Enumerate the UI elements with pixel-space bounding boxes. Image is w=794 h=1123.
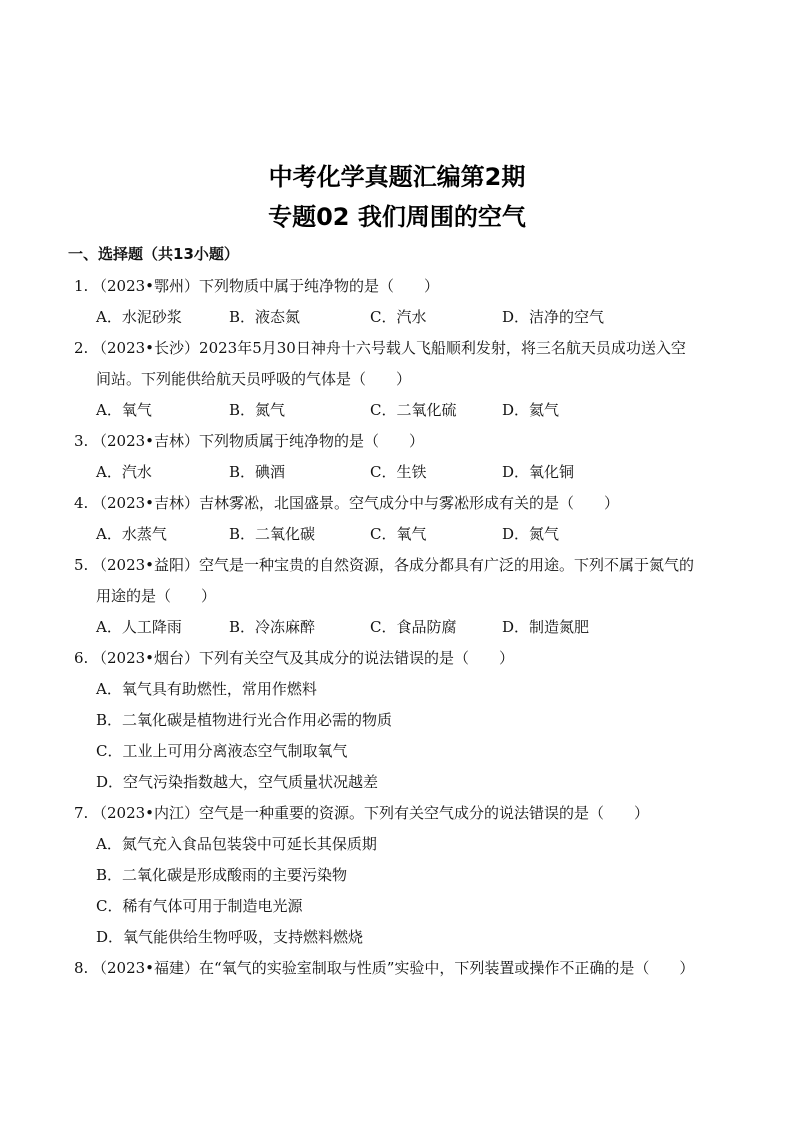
option-a: A．氧气具有助燃性，常用作燃料 xyxy=(96,680,317,698)
option-a: A．水泥砂浆 xyxy=(96,308,182,326)
question-6-option-c xyxy=(0,736,794,767)
option-c: C．生铁 xyxy=(370,463,427,481)
question-number: 1. xyxy=(74,277,89,295)
option-a: A．氮气充入食品包装袋中可延长其保质期 xyxy=(96,835,377,853)
question-7-option-b xyxy=(0,860,794,891)
question-7-option-d xyxy=(0,922,794,953)
question-6-option-d xyxy=(0,767,794,798)
question-8 xyxy=(0,953,794,984)
question-7-option-c xyxy=(0,891,794,922)
question-2 xyxy=(0,333,794,364)
question-number: 2. xyxy=(74,339,89,357)
document-subtitle: 专题02 我们周围的空气 xyxy=(268,203,526,231)
question-3-options xyxy=(0,457,794,488)
option-b: B．氮气 xyxy=(229,401,286,419)
question-number: 4. xyxy=(74,494,89,512)
question-3 xyxy=(0,426,794,457)
option-a: A．水蒸气 xyxy=(96,525,167,543)
question-stem: （2023•益阳）空气是一种宝贵的自然资源，各成分都具有广泛的用途。下列不属于氮气的 xyxy=(92,556,695,574)
option-b: B．碘酒 xyxy=(229,463,286,481)
question-2-options xyxy=(0,395,794,426)
document-title: 中考化学真题汇编第2期 xyxy=(268,163,526,191)
question-stem: （2023•烟台）下列有关空气及其成分的说法错误的是（ ） xyxy=(92,649,515,667)
question-stem: （2023•内江）空气是一种重要的资源。下列有关空气成分的说法错误的是（ ） xyxy=(92,804,650,822)
question-5-continued xyxy=(0,581,794,612)
question-6 xyxy=(0,643,794,674)
option-a: A．人工降雨 xyxy=(96,618,182,636)
question-4-options xyxy=(0,519,794,550)
option-a: A．氧气 xyxy=(96,401,152,419)
question-1 xyxy=(0,271,794,302)
option-b: B．二氧化碳是形成酸雨的主要污染物 xyxy=(96,866,348,884)
question-4 xyxy=(0,488,794,519)
option-d: D．空气污染指数越大，空气质量状况越差 xyxy=(96,773,379,791)
option-d: D．氧化铜 xyxy=(502,463,575,481)
question-stem: （2023•鄂州）下列物质中属于纯净物的是（ ） xyxy=(92,277,440,295)
question-stem: （2023•吉林）下列物质属于纯净物的是（ ） xyxy=(92,432,425,450)
question-2-continued xyxy=(0,364,794,395)
question-stem: （2023•福建）在“氧气的实验室制取与性质”实验中，下列装置或操作不正确的是（ ） xyxy=(92,959,695,977)
option-c: C．二氧化硫 xyxy=(370,401,457,419)
question-stem-continued: 间站。下列能供给航天员呼吸的气体是（ ） xyxy=(96,370,412,388)
question-number: 3. xyxy=(74,432,89,450)
option-d: D．氧气能供给生物呼吸，支持燃料燃烧 xyxy=(96,928,364,946)
question-number: 7. xyxy=(74,804,89,822)
option-d: D．氮气 xyxy=(502,525,560,543)
option-c: C．汽水 xyxy=(370,308,427,326)
question-7-option-a xyxy=(0,829,794,860)
option-a: A．汽水 xyxy=(96,463,152,481)
question-stem-continued: 用途的是（ ） xyxy=(96,587,217,605)
question-list xyxy=(0,271,794,984)
question-number: 8. xyxy=(74,959,89,977)
option-b: B．二氧化碳 xyxy=(229,525,316,543)
option-d: D．氦气 xyxy=(502,401,560,419)
option-d: D．洁净的空气 xyxy=(502,308,605,326)
option-b: B．二氧化碳是植物进行光合作用必需的物质 xyxy=(96,711,393,729)
option-d: D．制造氮肥 xyxy=(502,618,590,636)
question-number: 5. xyxy=(74,556,89,574)
question-5-options xyxy=(0,612,794,643)
question-stem: （2023•吉林）吉林雾凇，北国盛景。空气成分中与雾凇形成有关的是（ ） xyxy=(92,494,620,512)
option-c: C．工业上可用分离液态空气制取氧气 xyxy=(96,742,348,760)
option-c: C．食品防腐 xyxy=(370,618,457,636)
question-6-option-a xyxy=(0,674,794,705)
question-5 xyxy=(0,550,794,581)
option-b: B．冷冻麻醉 xyxy=(229,618,316,636)
question-1-options xyxy=(0,302,794,333)
option-b: B．液态氮 xyxy=(229,308,301,326)
question-number: 6. xyxy=(74,649,89,667)
question-7 xyxy=(0,798,794,829)
option-c: C．氧气 xyxy=(370,525,427,543)
question-stem: （2023•长沙）2023年5月30日神舟十六号载人飞船顺利发射，将三名航天员成功送入空 xyxy=(92,339,686,357)
section-heading: 一、选择题（共13小题） xyxy=(68,245,239,263)
option-c: C．稀有气体可用于制造电光源 xyxy=(96,897,303,915)
question-6-option-b xyxy=(0,705,794,736)
